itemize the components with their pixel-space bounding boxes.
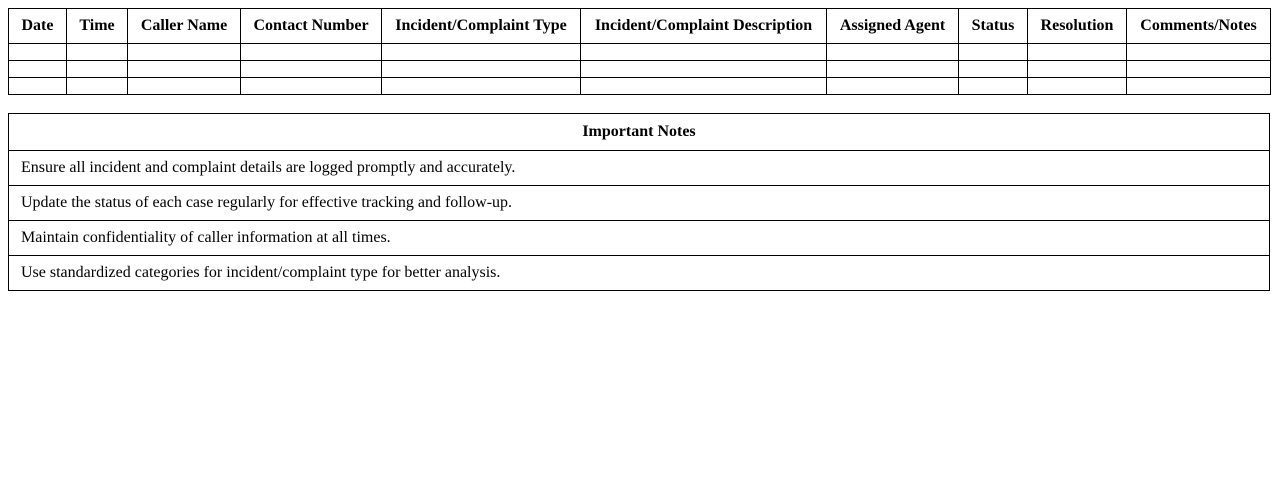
column-header-resolution: Resolution (1028, 9, 1127, 44)
column-header-incident-type: Incident/Complaint Type (382, 9, 581, 44)
table-cell[interactable] (67, 44, 128, 61)
table-cell[interactable] (827, 44, 959, 61)
table-cell[interactable] (9, 78, 67, 95)
table-cell[interactable] (128, 78, 241, 95)
notes-title: Important Notes (9, 114, 1270, 151)
column-header-incident-description: Incident/Complaint Description (581, 9, 827, 44)
column-header-date: Date (9, 9, 67, 44)
table-cell[interactable] (1028, 61, 1127, 78)
column-header-comments: Comments/Notes (1127, 9, 1271, 44)
table-row (9, 44, 1271, 61)
table-cell[interactable] (9, 61, 67, 78)
table-cell[interactable] (382, 44, 581, 61)
table-cell[interactable] (128, 61, 241, 78)
table-cell[interactable] (1127, 61, 1271, 78)
table-cell[interactable] (382, 61, 581, 78)
notes-row (9, 256, 1270, 291)
note-item: Maintain confidentiality of caller information at all times. (9, 221, 1270, 256)
table-cell[interactable] (1028, 44, 1127, 61)
table-cell[interactable] (959, 44, 1028, 61)
table-cell[interactable] (67, 61, 128, 78)
column-header-caller-name: Caller Name (128, 9, 241, 44)
table-cell[interactable] (959, 78, 1028, 95)
notes-row (9, 186, 1270, 221)
table-cell[interactable] (128, 44, 241, 61)
note-item: Use standardized categories for incident/complaint type for better analysis. (9, 256, 1270, 291)
column-header-contact-number: Contact Number (241, 9, 382, 44)
note-item: Ensure all incident and complaint details are logged promptly and accurately. (9, 151, 1270, 186)
table-cell[interactable] (1028, 78, 1127, 95)
table-cell[interactable] (241, 44, 382, 61)
column-header-status: Status (959, 9, 1028, 44)
column-header-time: Time (67, 9, 128, 44)
table-cell[interactable] (827, 78, 959, 95)
incident-log-table (8, 8, 1271, 95)
table-cell[interactable] (241, 78, 382, 95)
table-header-row (9, 9, 1271, 44)
table-cell[interactable] (9, 44, 67, 61)
table-row (9, 61, 1271, 78)
table-cell[interactable] (241, 61, 382, 78)
table-cell[interactable] (1127, 78, 1271, 95)
notes-row (9, 151, 1270, 186)
note-item: Update the status of each case regularly for effective tracking and follow-up. (9, 186, 1270, 221)
table-cell[interactable] (382, 78, 581, 95)
table-cell[interactable] (581, 44, 827, 61)
notes-row (9, 221, 1270, 256)
table-cell[interactable] (1127, 44, 1271, 61)
table-row (9, 78, 1271, 95)
table-cell[interactable] (827, 61, 959, 78)
important-notes-table (8, 113, 1270, 291)
column-header-assigned-agent: Assigned Agent (827, 9, 959, 44)
table-cell[interactable] (959, 61, 1028, 78)
table-cell[interactable] (581, 78, 827, 95)
notes-header-row (9, 114, 1270, 151)
table-cell[interactable] (67, 78, 128, 95)
table-cell[interactable] (581, 61, 827, 78)
